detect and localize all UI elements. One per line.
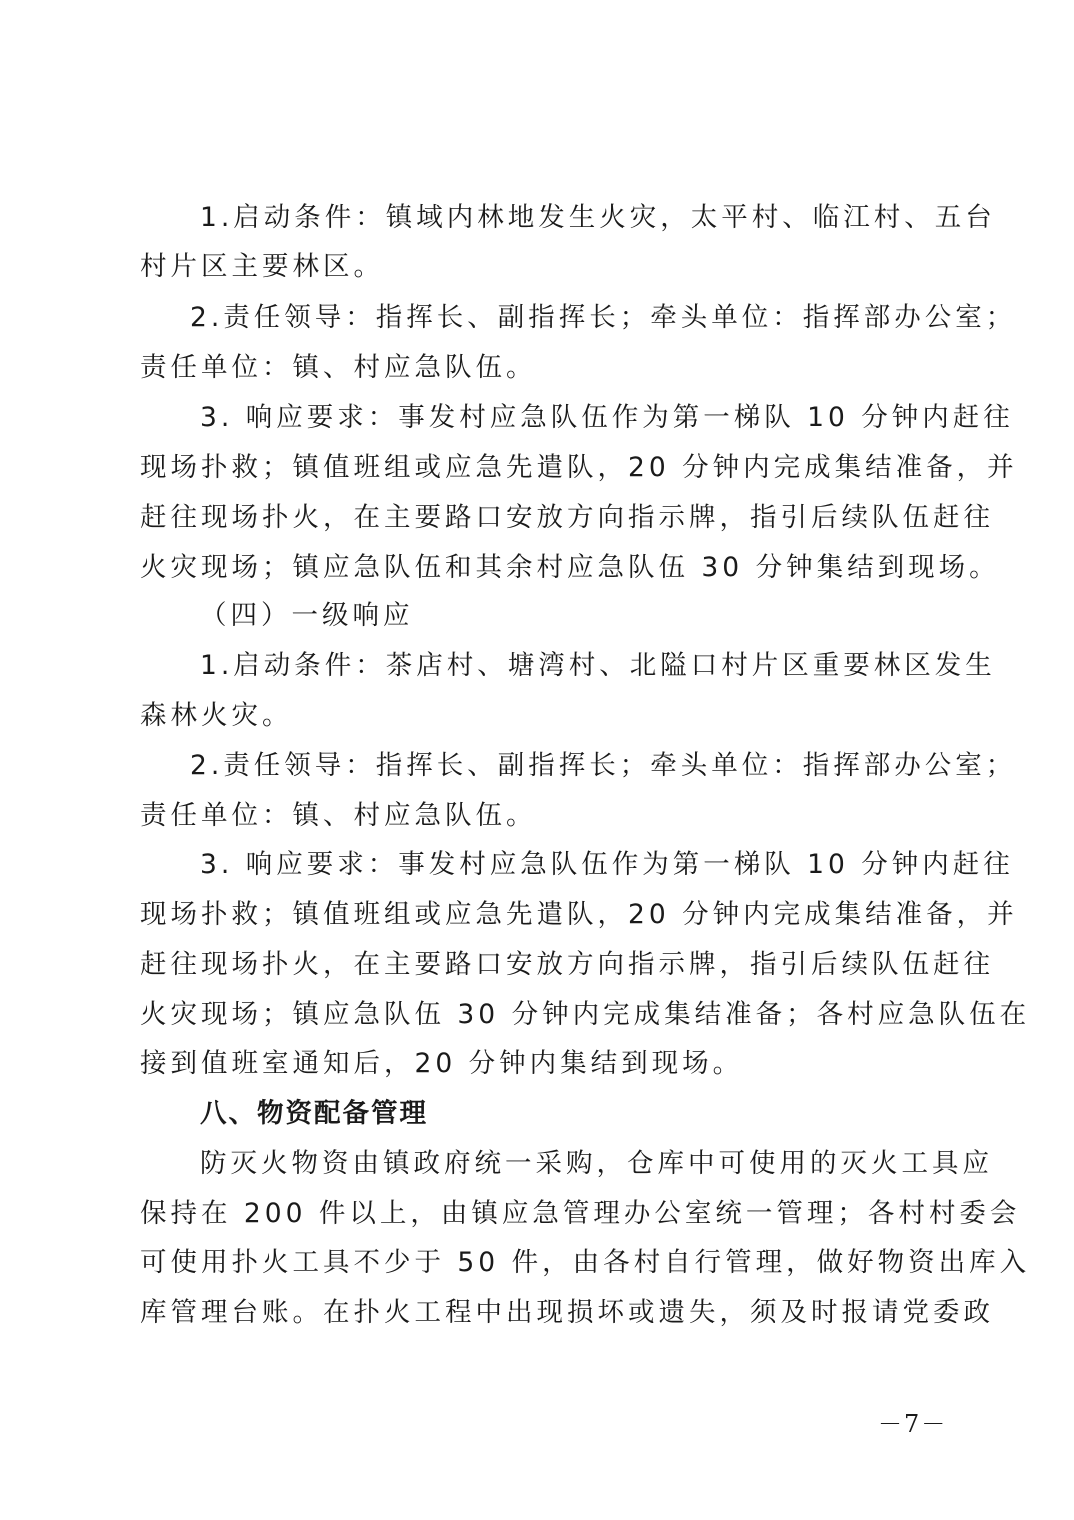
body-line: 责任单位：镇、村应急队伍。: [140, 800, 537, 831]
body-line: 1.启动条件：镇域内林地发生火灾，太平村、临江村、五台: [200, 202, 996, 233]
body-line: 3. 响应要求：事发村应急队伍作为第一梯队 10 分钟内赶往: [200, 402, 1014, 433]
body-line: 可使用扑火工具不少于 50 件，由各村自行管理，做好物资出库入: [140, 1247, 1031, 1278]
body-line: 防灭火物资由镇政府统一采购，仓库中可使用的灭火工具应: [200, 1148, 993, 1179]
body-line: 现场扑救；镇值班组或应急先遣队，20 分钟内完成集结准备，并: [140, 899, 1018, 930]
body-line: 保持在 200 件以上，由镇应急管理办公室统一管理；各村村委会: [140, 1198, 1021, 1229]
body-line: 赶往现场扑火，在主要路口安放方向指示牌，指引后续队伍赶往: [140, 502, 994, 533]
section-heading: （四）一级响应: [200, 600, 414, 631]
section-heading: 八、物资配备管理: [200, 1098, 428, 1129]
body-line: 2.责任领导：指挥长、副指挥长；牵头单位：指挥部办公室；: [190, 302, 1017, 333]
body-line: 1.启动条件：茶店村、塘湾村、北隘口村片区重要林区发生: [200, 650, 996, 681]
body-line: 赶往现场扑火，在主要路口安放方向指示牌，指引后续队伍赶往: [140, 949, 994, 980]
body-line: 火灾现场；镇应急队伍 30 分钟内完成集结准备；各村应急队伍在: [140, 999, 1031, 1030]
body-line: 森林火灾。: [140, 700, 293, 731]
body-line: 现场扑救；镇值班组或应急先遣队，20 分钟内完成集结准备，并: [140, 452, 1018, 483]
body-line: 村片区主要林区。: [140, 251, 384, 282]
body-line: 3. 响应要求：事发村应急队伍作为第一梯队 10 分钟内赶往: [200, 849, 1014, 880]
body-line: 责任单位：镇、村应急队伍。: [140, 352, 537, 383]
body-line: 接到值班室通知后，20 分钟内集结到现场。: [140, 1048, 744, 1079]
body-line: 火灾现场；镇应急队伍和其余村应急队伍 30 分钟集结到现场。: [140, 552, 1000, 583]
body-line: 2.责任领导：指挥长、副指挥长；牵头单位：指挥部办公室；: [190, 750, 1017, 781]
body-line: 库管理台账。在扑火工程中出现损坏或遗失，须及时报请党委政: [140, 1297, 994, 1328]
page-number: －7－: [878, 1410, 948, 1438]
